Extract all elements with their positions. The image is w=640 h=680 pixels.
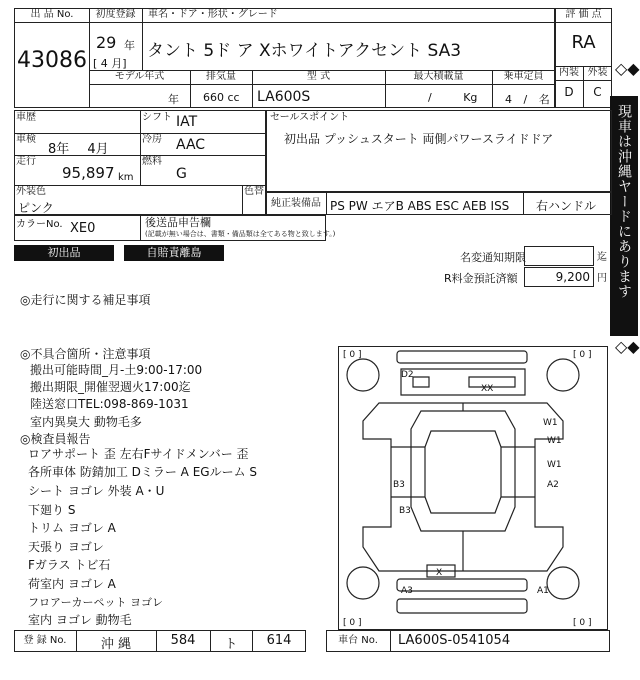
first-listing-tag: 初出品 bbox=[14, 245, 114, 261]
docs-note: (記載が無い場合は、書類・備品類は全てある物と致します。) bbox=[145, 230, 336, 238]
color-no-value: XE0 bbox=[70, 221, 96, 236]
defects-title: ◎不具合箇所・注意事項 bbox=[20, 347, 151, 361]
corner-mark: [ 0 ] bbox=[343, 350, 362, 360]
interior-label: 内装 bbox=[559, 67, 579, 78]
mileage-unit: km bbox=[118, 172, 134, 183]
deadline-field bbox=[524, 246, 594, 266]
docs-label: 後送品申告欄 bbox=[145, 216, 211, 229]
chassis-label: 車台 No. bbox=[338, 635, 378, 646]
defects-line: 搬出期限_開催翌週火17:00迄 bbox=[30, 380, 191, 394]
reg-label: 登 録 No. bbox=[23, 635, 67, 646]
defects-line: 陸送窓口TEL:098-869-1031 bbox=[30, 397, 189, 411]
deadline-suffix: 迄 bbox=[597, 252, 607, 263]
reg-serial: 614 bbox=[266, 633, 292, 648]
capacity-value: 4 / 名 bbox=[505, 93, 550, 106]
mileage-value: 95,897 bbox=[62, 164, 115, 182]
car-label: 車名・ドア・形状・グレード bbox=[148, 9, 278, 20]
ac-label: 冷房 bbox=[142, 134, 162, 145]
damage-mark: W1 bbox=[547, 436, 562, 446]
location-text: 現車は沖縄ヤードにあります bbox=[616, 104, 632, 299]
grade-value: RA bbox=[571, 32, 596, 53]
inspector-line: トリム ヨゴレ A bbox=[28, 521, 116, 535]
color-change-label: 色替 bbox=[244, 186, 264, 197]
own-account-tag: 自賠責離島 bbox=[124, 245, 224, 261]
inspector-line: フロアーカーペット ヨゴレ bbox=[28, 596, 163, 609]
defects-line: 室内異臭大 動物毛多 bbox=[30, 415, 142, 429]
inspector-line: 下廻り S bbox=[28, 503, 76, 517]
inspector-line: 各所車体 防錆加工 Dミラー A EGルーム S bbox=[28, 465, 258, 479]
equipment-value: PS PW エアB ABS ESC AEB ISS bbox=[330, 199, 510, 213]
supplement-title: ◎走行に関する補足事項 bbox=[20, 293, 151, 307]
inspector-line: 天張り ヨゴレ bbox=[28, 540, 104, 554]
chassis-value: LA600S-0541054 bbox=[398, 633, 511, 648]
deadline-label: 名変通知期限 bbox=[460, 251, 526, 264]
fuel-label: 燃料 bbox=[142, 156, 162, 167]
inspector-line: 室内 ヨゴレ 動物毛 bbox=[28, 613, 132, 627]
color-no-label: カラーNo. bbox=[16, 219, 63, 230]
sidebar-diamond-bottom: ◇◆ bbox=[615, 337, 640, 356]
recycle-label: R料金預託済額 bbox=[444, 272, 518, 285]
exterior-color-value: ピンク bbox=[18, 201, 54, 215]
inspector-line: Fガラス トビ石 bbox=[28, 558, 111, 572]
displacement-label: 排気量 bbox=[206, 71, 236, 82]
damage-mark: A1 bbox=[537, 586, 549, 596]
damage-mark: XX bbox=[481, 384, 494, 394]
load-value: / Kg bbox=[428, 91, 478, 104]
displacement-value: 660 cc bbox=[203, 91, 240, 104]
lot-label: 出 品 No. bbox=[30, 9, 74, 20]
steering-value: 右ハンドル bbox=[536, 199, 597, 213]
corner-mark: [ 0 ] bbox=[343, 618, 362, 628]
damage-diagram bbox=[338, 346, 608, 630]
damage-mark: B3 bbox=[393, 480, 405, 490]
shift-value: IAT bbox=[176, 114, 198, 130]
first-reg-label: 初度登録 bbox=[95, 9, 136, 20]
fuel-value: G bbox=[176, 166, 187, 182]
reg-class-no: 584 bbox=[170, 633, 196, 648]
lot-number: 43086 bbox=[17, 48, 87, 73]
inspection-value: 8年 4月 bbox=[48, 142, 109, 157]
type-value: LA600S bbox=[257, 89, 311, 105]
damage-mark: A2 bbox=[547, 480, 559, 490]
first-reg-year: 29 bbox=[96, 33, 117, 52]
exterior-label: 外装 bbox=[587, 67, 608, 78]
damage-mark: A3 bbox=[401, 586, 413, 596]
recycle-unit: 円 bbox=[597, 273, 607, 284]
reg-region: 沖 縄 bbox=[100, 637, 132, 652]
car-diagram bbox=[339, 347, 607, 629]
exterior-color-label: 外装色 bbox=[16, 186, 46, 197]
first-reg-month: [ 4 月] bbox=[93, 57, 127, 70]
equipment-label: 純正装備品 bbox=[271, 198, 321, 209]
exterior-value: C bbox=[593, 85, 602, 99]
model-year-unit: 年 bbox=[168, 93, 179, 106]
damage-mark: X bbox=[436, 568, 443, 578]
shift-label: シフト bbox=[142, 112, 172, 123]
year-unit: 年 bbox=[124, 39, 135, 52]
ac-value: AAC bbox=[176, 137, 206, 153]
history-label: 車歴 bbox=[16, 112, 36, 123]
damage-mark: D2 bbox=[401, 370, 414, 380]
inspector-title: ◎検査員報告 bbox=[20, 432, 91, 446]
corner-mark: [ 0 ] bbox=[573, 350, 592, 360]
inspection-label: 車検 bbox=[16, 134, 36, 145]
car-name: タント 5ド ア Xホワイトアクセント SA3 bbox=[147, 41, 462, 61]
sales-point-label: セールスポイント bbox=[270, 112, 350, 123]
sidebar-diamond-top: ◇◆ bbox=[615, 59, 640, 78]
type-label: 型 式 bbox=[306, 71, 331, 82]
location-banner bbox=[610, 96, 638, 336]
load-label: 最大積載量 bbox=[413, 71, 464, 82]
inspector-line: ロアサポート 歪 左右Fサイドメンバー 歪 bbox=[28, 447, 249, 461]
inspector-line: 荷室内 ヨゴレ A bbox=[28, 577, 116, 591]
defects-line: 搬出可能時間_月-土9:00-17:00 bbox=[30, 363, 203, 377]
sales-point-value: 初出品 プッシュスタート 両側パワースライドドア bbox=[284, 132, 554, 146]
model-year-label: モデル年式 bbox=[114, 71, 165, 82]
corner-mark: [ 0 ] bbox=[573, 618, 592, 628]
damage-mark: W1 bbox=[543, 418, 558, 428]
damage-mark: B3 bbox=[399, 506, 411, 516]
recycle-value: 9,200 bbox=[555, 270, 590, 284]
inspector-line: シート ヨゴレ 外装 A・U bbox=[28, 484, 165, 498]
reg-hira: ト bbox=[224, 637, 238, 652]
grade-label: 評 価 点 bbox=[565, 9, 602, 20]
capacity-label: 乗車定員 bbox=[503, 71, 544, 82]
mileage-label: 走行 bbox=[16, 156, 36, 167]
interior-value: D bbox=[564, 85, 574, 99]
damage-mark: W1 bbox=[547, 460, 562, 470]
